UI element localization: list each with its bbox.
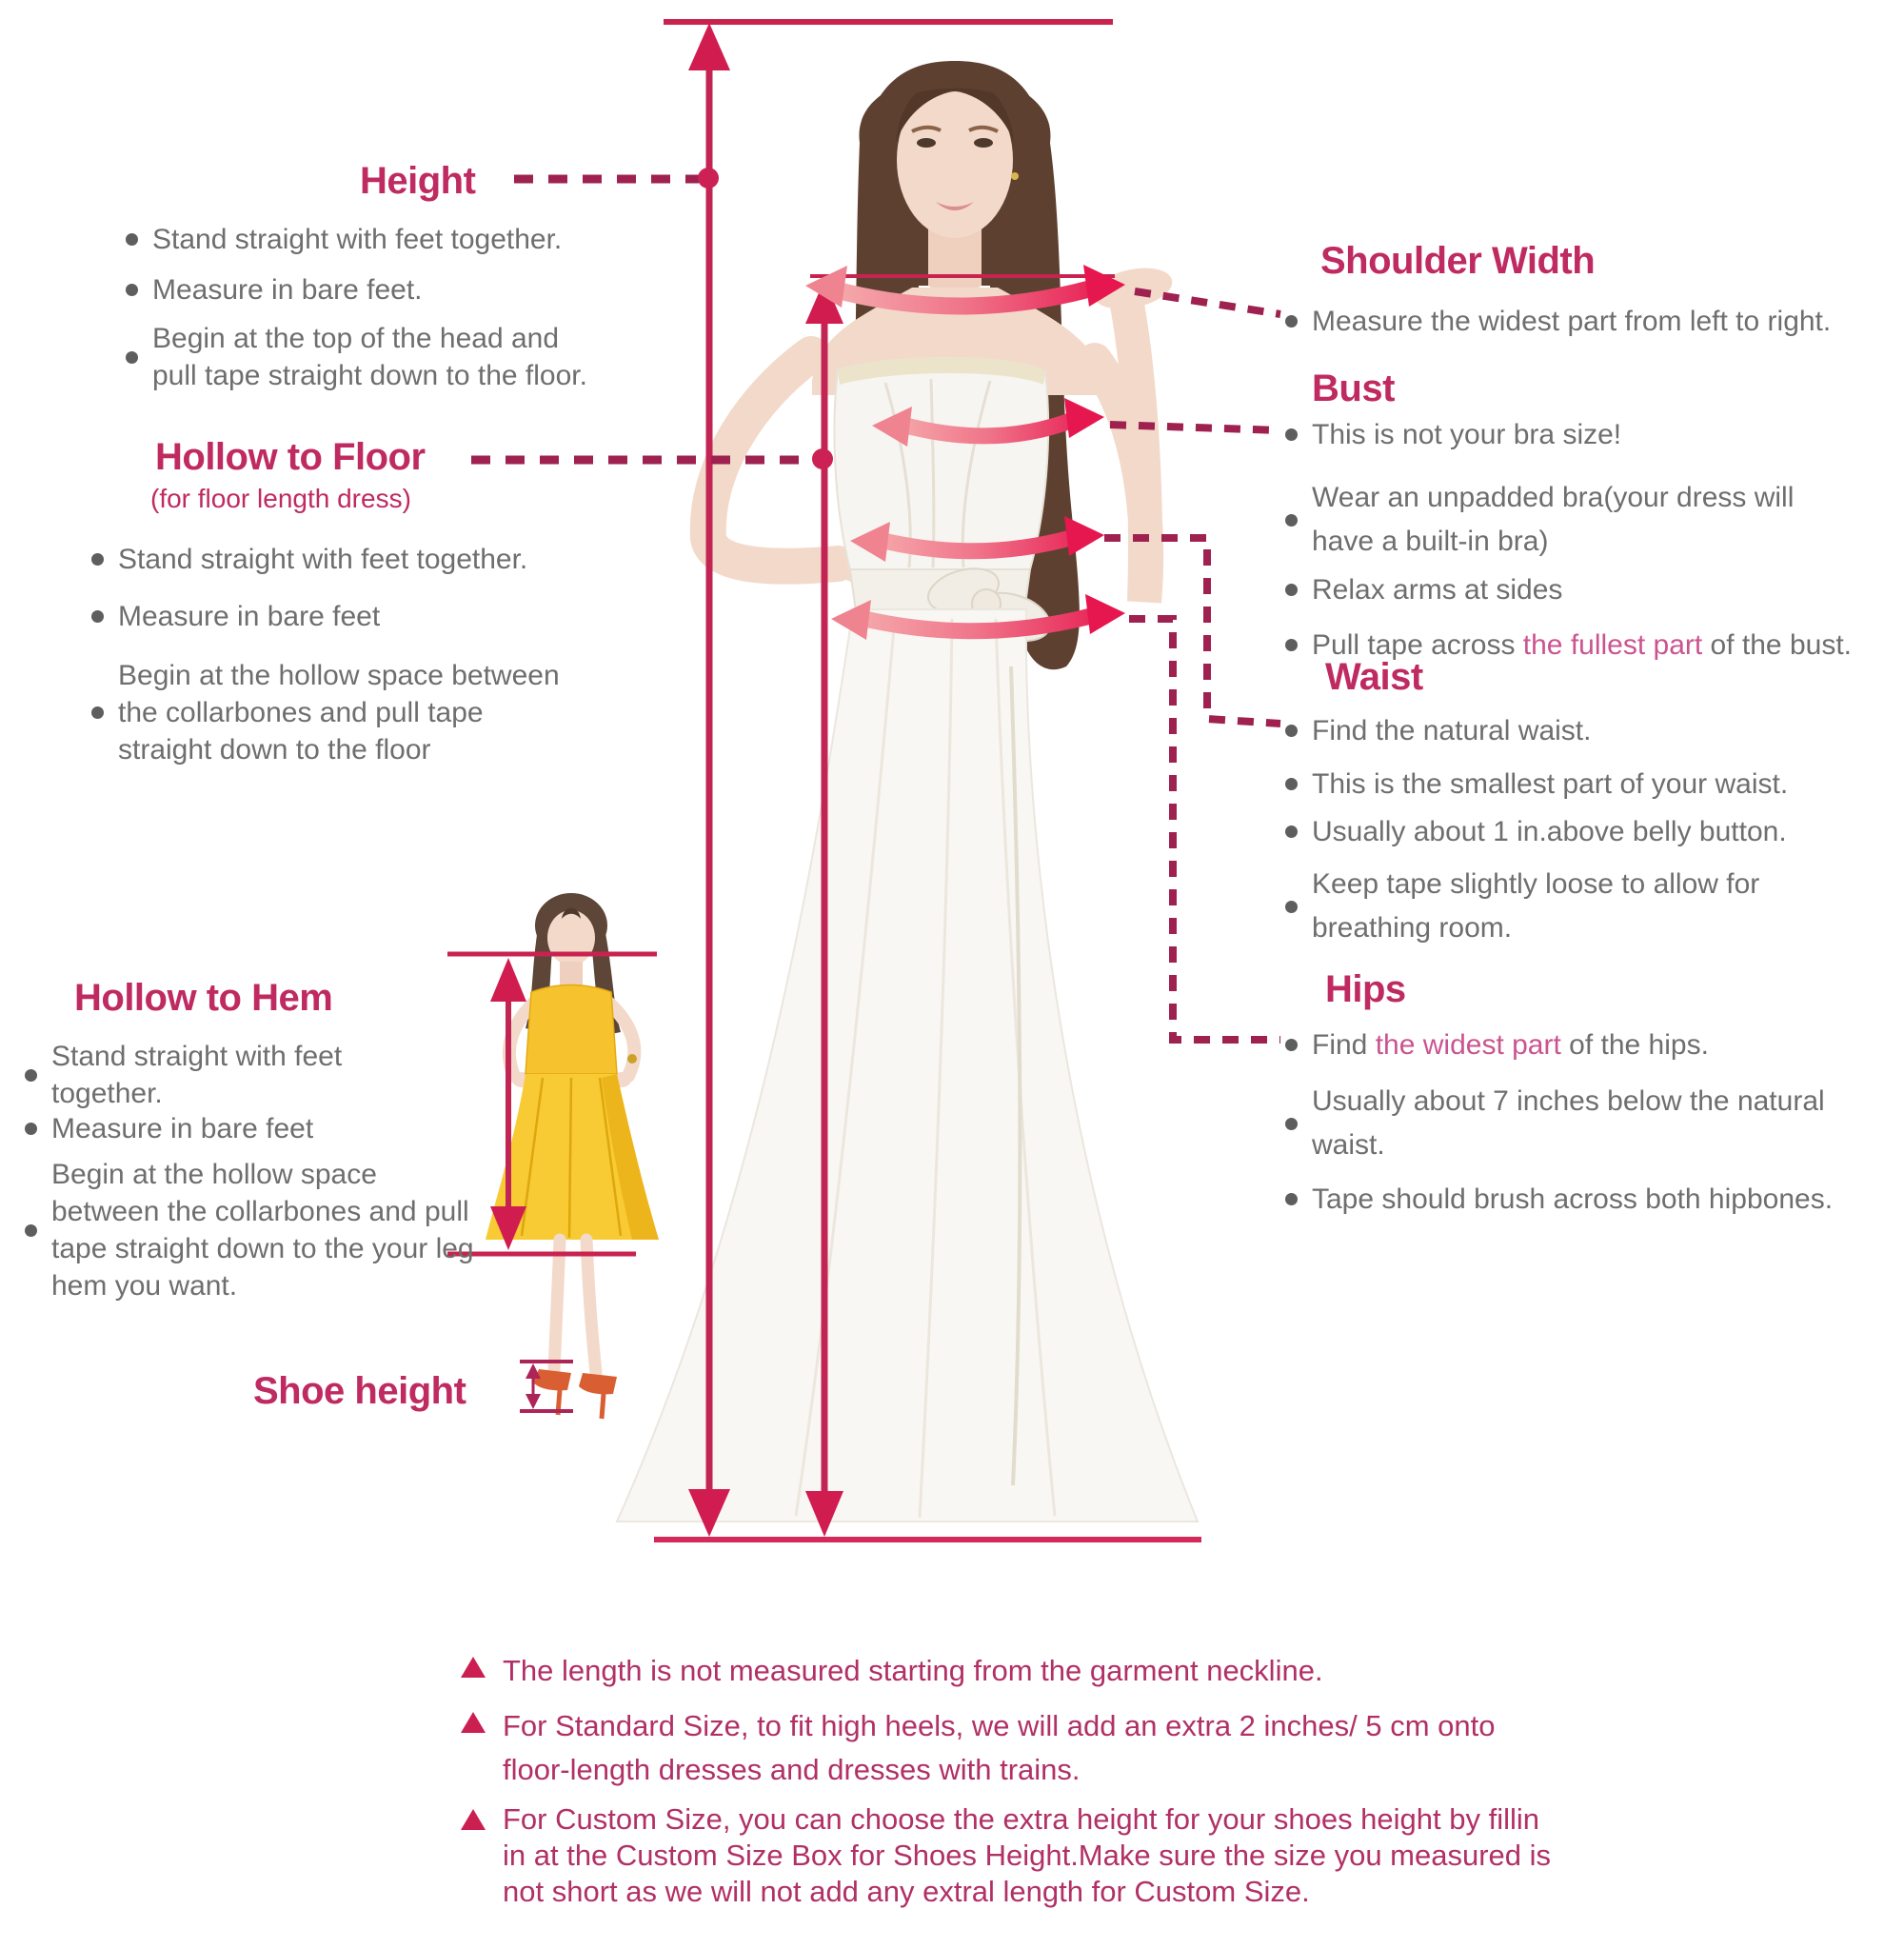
bullet-text: Find the natural waist. — [1312, 715, 1592, 746]
bullet-text: Stand straight with feet — [51, 1041, 343, 1072]
bullet-text: Begin at the top of the head and — [152, 323, 560, 354]
bullet-text: between the collarbones and pull — [51, 1196, 469, 1227]
list-item — [1285, 1026, 1709, 1064]
note-text: For Standard Size, to fit high heels, we will add an extra 2 inches/ 5 cm onto — [503, 1709, 1496, 1742]
bullet-text: Keep tape slightly loose to allow for — [1312, 868, 1760, 900]
bullet-text: Measure the widest part from left to right. — [1312, 306, 1832, 337]
bullet-dot-icon — [1285, 778, 1298, 790]
bullet-text: Wear an unpadded bra(your dress will — [1312, 482, 1795, 513]
section-title-hollow-to-hem: Hollow to Hem — [74, 977, 333, 1019]
bullet-text: Relax arms at sides — [1312, 574, 1563, 606]
list-item — [1285, 476, 1794, 564]
bullet-dot-icon — [91, 553, 104, 566]
list-item — [1285, 863, 1759, 950]
list-item — [126, 221, 562, 258]
section-title-shoulder-width: Shoulder Width — [1320, 240, 1596, 282]
bullet-dot-icon — [1285, 639, 1298, 651]
bullet-text: hem you want. — [51, 1270, 238, 1302]
bullet-dot-icon — [1285, 901, 1298, 913]
bullet-text: Measure in bare feet — [118, 601, 381, 632]
hips-dashed-line — [1129, 619, 1280, 1040]
note-item — [461, 1649, 1323, 1693]
bullet-dot-icon — [1285, 1193, 1298, 1205]
bullet-text: breathing room. — [1312, 912, 1513, 944]
bullet-text: Find the widest part of the hips. — [1312, 1029, 1709, 1061]
bullet-text: Begin at the hollow space between — [118, 660, 560, 691]
bullet-text: Measure in bare feet — [51, 1113, 314, 1144]
height-dashed-dot — [698, 168, 719, 189]
bullet-text: Measure in bare feet. — [152, 274, 423, 306]
note-text: For Custom Size, you can choose the extra height for your shoes height by fillin — [503, 1802, 1540, 1836]
list-item — [25, 1110, 313, 1147]
bullet-text: together. — [51, 1078, 163, 1109]
bullet-text: waist. — [1312, 1129, 1385, 1161]
note-text: The length is not measured starting from the garment neckline. — [503, 1654, 1323, 1687]
bullet-dot-icon — [1285, 428, 1298, 441]
highlight-text: the widest part — [1375, 1029, 1561, 1061]
note-text: in at the Custom Size Box for Shoes Height.Make sure the size you measured is — [503, 1839, 1552, 1872]
section-subtitle-hollow-to-floor: (for floor length dress) — [150, 484, 411, 513]
bullet-dot-icon — [1285, 584, 1298, 596]
section-title-hips: Hips — [1325, 968, 1406, 1010]
bullet-dot-icon — [91, 610, 104, 623]
list-item — [126, 271, 423, 308]
bullet-dot-icon — [126, 351, 138, 364]
note-text: not short as we will not add any extral length for Custom Size. — [503, 1875, 1310, 1908]
bullet-dot-icon — [126, 284, 138, 296]
list-item — [91, 598, 380, 635]
section-title-waist: Waist — [1325, 656, 1423, 698]
bullet-text: This is the smallest part of your waist. — [1312, 768, 1789, 800]
bullet-dot-icon — [126, 233, 138, 246]
bullet-dot-icon — [25, 1123, 37, 1135]
bullet-text: Pull tape across the fullest part of the bust. — [1312, 629, 1852, 661]
note-item — [461, 1704, 1496, 1792]
bullet-text: the collarbones and pull tape — [118, 697, 484, 728]
bullet-dot-icon — [1285, 315, 1298, 328]
list-item — [1285, 303, 1831, 340]
bullet-text: pull tape straight down to the floor. — [152, 360, 587, 391]
bullet-text: straight down to the floor — [118, 734, 431, 766]
list-item — [91, 541, 527, 578]
bullet-dot-icon — [1285, 825, 1298, 838]
bullet-dot-icon — [91, 706, 104, 719]
list-item — [91, 657, 560, 768]
warning-triangle-icon — [461, 1712, 486, 1733]
list-item — [1285, 1080, 1825, 1167]
bullet-dot-icon — [1285, 1118, 1298, 1130]
list-item — [1285, 1181, 1833, 1218]
section-title-shoe-height: Shoe height — [253, 1370, 466, 1412]
bullet-dot-icon — [1285, 514, 1298, 527]
list-item — [25, 1038, 342, 1112]
bullet-text: This is not your bra size! — [1312, 419, 1622, 450]
bullet-text: tape straight down to the your leg — [51, 1233, 474, 1264]
bullet-dot-icon — [25, 1069, 37, 1082]
list-item — [25, 1156, 474, 1304]
bullet-dot-icon — [1285, 725, 1298, 737]
list-item — [1285, 416, 1621, 453]
note-item — [461, 1801, 1551, 1910]
list-item — [1285, 571, 1562, 608]
list-item — [1285, 813, 1787, 850]
list-item — [126, 320, 587, 394]
list-item — [1285, 712, 1591, 749]
warning-triangle-icon — [461, 1809, 486, 1830]
bullet-dot-icon — [25, 1224, 37, 1237]
section-title-hollow-to-floor: Hollow to Floor — [155, 436, 426, 478]
highlight-text: the fullest part — [1522, 629, 1703, 661]
note-text: floor-length dresses and dresses with trains. — [503, 1753, 1081, 1786]
bullet-text: Usually about 7 inches below the natural — [1312, 1085, 1825, 1117]
bullet-text: have a built-in bra) — [1312, 526, 1549, 557]
hollow-to-floor-dashed-dot — [812, 448, 833, 469]
bullet-text: Usually about 1 in.above belly button. — [1312, 816, 1787, 847]
list-item — [1285, 766, 1788, 803]
bullet-text: Tape should brush across both hipbones. — [1312, 1183, 1834, 1215]
bullet-text: Stand straight with feet together. — [152, 224, 563, 255]
bullet-dot-icon — [1285, 1039, 1298, 1051]
warning-triangle-icon — [461, 1657, 486, 1678]
bullet-text: Stand straight with feet together. — [118, 544, 528, 575]
bullet-text: Begin at the hollow space — [51, 1159, 377, 1190]
section-title-bust: Bust — [1312, 368, 1395, 409]
section-title-height: Height — [360, 160, 476, 202]
